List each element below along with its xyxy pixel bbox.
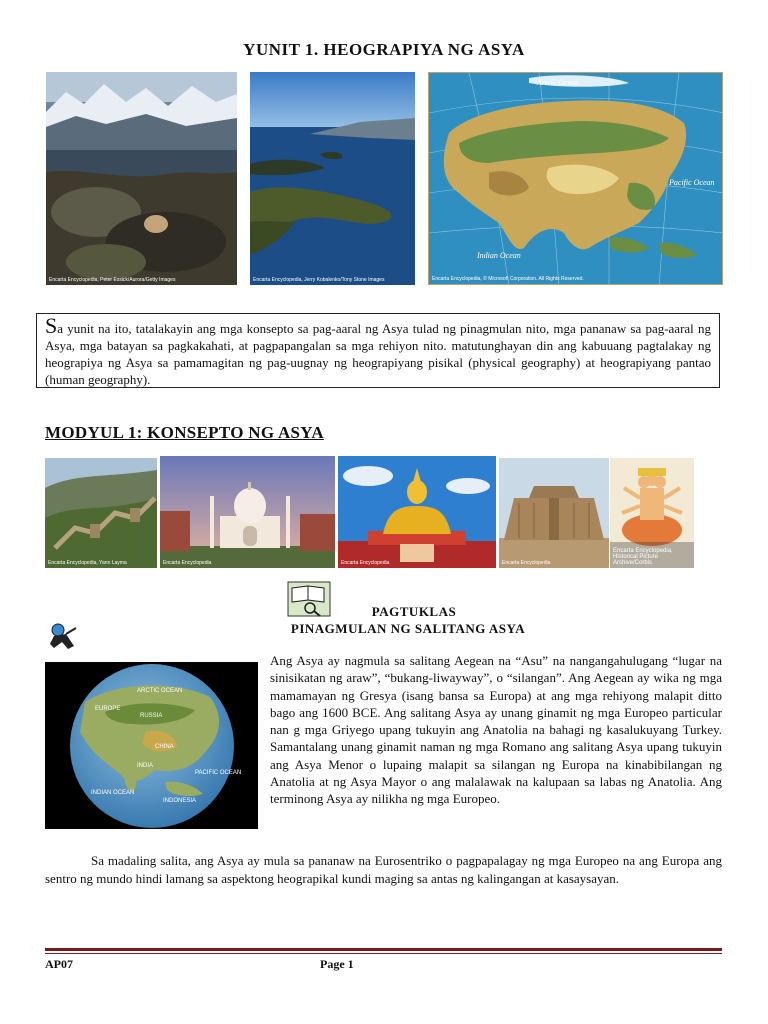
buddha-statue-photo [338,456,496,568]
globe-label: PACIFIC OCEAN [195,770,242,776]
page-title: YUNIT 1. HEOGRAPIYA NG ASYA [243,40,525,59]
image-caption: Encarta Encyclopedia, Yann Layma [48,560,127,566]
footer-code: AP07 [45,957,73,971]
modyul-title: MODYUL 1: KONSEPTO NG ASYA [45,423,324,442]
globe-label: CHINA [155,744,174,750]
map-label: Pacific Ocean [669,178,715,187]
globe-label: INDIAN OCEAN [91,790,135,796]
explorer-figure-icon [46,622,80,652]
image-caption: Encarta Encyclopedia [502,560,551,566]
map-label: Arctic Ocean [537,78,580,87]
globe-label: INDONESIA [163,798,197,804]
great-wall-photo [45,458,157,568]
footer-divider [45,953,722,954]
globe-label: EUROPE [95,706,121,712]
globe-asia-image [45,662,258,829]
image-caption: Encarta Encyclopedia [163,560,212,566]
island-sea-photo [250,72,415,285]
image-caption: Encarta Encyclopedia, Peter Essick/Aurora/Getty Images [49,277,176,283]
image-caption: Encarta Encyclopedia, Jerry Kobalenko/Tony Stone Images [253,277,385,283]
map-label: Indian Ocean [477,251,521,260]
ziggurat-photo [499,458,609,568]
mountain-landscape-photo [46,72,237,285]
footer-divider [45,948,722,951]
brahma-painting [610,458,694,568]
image-caption: Encarta Encyclopedia [341,560,390,566]
taj-mahal-photo [160,456,335,568]
image-caption: Encarta Encyclopedia, Historical Picture Archive/Corbis [613,548,673,566]
drop-cap: S [45,313,58,338]
globe-label: INDIA [137,763,154,769]
intro-box [36,313,720,388]
intro-text: a yunit na ito, tatalakayin ang mga konsepto sa pag-aaral ng Asya tulad ng pinagmulan nito, mga pananaw sa pag-aaral ng Asya, mga batayan sa pagkakahati, at pagpapangalan sa mga rehiyon nito. matutunghayan din ang kabuuang pagtalakay ng heograpiya ng Asya sa pamamagitan ng pag-uugnay ng heograpiyang pisikal (physical geography) at heograpiyang pantao (human geography). [45,321,711,387]
asia-map [428,72,723,285]
page-number: Page 1 [320,957,354,971]
section-label: PAGTUKLAS [371,604,457,619]
body-paragraph: Ang Asya ay nagmula sa salitang Aegean na “Asu” na nangangahulugang “lugar na sinisikatan ng araw”, “bukang-liwayway”, o “silangan”. Ang Aegean ay wika ng mga mamamayan ng Gresya (isang bansa sa Europa) at ang mga rehiyong malapit ditto bago ang 1600 BCE. Ang salitang Asya ay unang ginamit ng mga Europeo particular nan g mga Griyego upang tukuyin ang Anatolia na bahagi ng kasalukuyang Turkey. Samantalang unang ginamit naman ng mga Romano ang salitang Asya upang tukuyin ang Asya Menor o lupaing malapit sa silangan ng Europa na kinabibilangan ng Anatolia at ng Asya Mayor o ang malalawak na kalupaan sa labas ng Anatolia. Ang terminong Asya ay nilikha ng mga Europeo. [270,653,722,807]
globe-label: RUSSIA [140,713,163,719]
section-subtitle: PINAGMULAN NG SALITANG ASYA [290,621,526,636]
image-caption: Encarta Encyclopedia, © Microsoft Corporation. All Rights Reserved. [432,276,584,282]
globe-label: ARCTIC OCEAN [137,688,183,694]
body-paragraph: Sa madaling salita, ang Asya ay mula sa pananaw na Eurosentriko o pagpapalagay ng mga Europeo na ang Europa ang sentro ng mundo hindi lamang sa aspektong heograpikal kundi maging sa antas ng kalingangan at kasaysayan. [45,853,722,886]
